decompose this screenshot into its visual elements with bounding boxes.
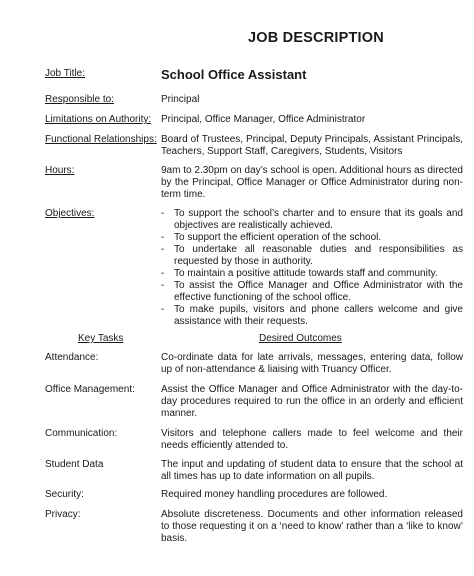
hours-label: Hours:	[45, 165, 75, 176]
job-title-value: School Office Assistant	[161, 67, 307, 82]
objective-item: - To maintain a positive attitude towards staff and community.	[161, 268, 463, 280]
desired-outcomes-header: Desired Outcomes	[259, 333, 342, 344]
task-label: Privacy:	[45, 509, 81, 520]
task-outcome: Absolute discreteness. Documents and other information released to those requesting it on a ‘need to know’ rather than a ‘like to know’ basis.	[161, 509, 463, 544]
page-title: JOB DESCRIPTION	[248, 30, 384, 46]
task-outcome: Required money handling procedures are followed.	[161, 489, 388, 500]
objective-item: - To make pupils, visitors and phone callers welcome and give assistance with their requests.	[161, 304, 463, 328]
functional-label: Functional Relationships:	[45, 134, 157, 145]
objective-item: - To support the efficient operation of the school.	[161, 232, 463, 244]
responsible-to-label: Responsible to:	[45, 94, 114, 105]
hours-value: 9am to 2.30pm on day’s school is open. Additional hours as directed by the Principal, Office Manager or Office Administrator during non-term time.	[161, 165, 463, 200]
functional-value: Board of Trustees, Principal, Deputy Principals, Assistant Principals, Teachers, Support Staff, Caregivers, Students, Visitors	[161, 134, 463, 157]
task-outcome: The input and updating of student data to ensure that the school at all times has up to date information on all pupils.	[161, 459, 463, 482]
responsible-to-value: Principal	[161, 94, 200, 105]
objectives-list	[161, 208, 463, 328]
task-label: Security:	[45, 489, 84, 500]
task-label: Communication:	[45, 428, 118, 439]
task-outcome: Assist the Office Manager and Office Administrator with the day-to-day procedures required to run the office in an orderly and efficient manner.	[161, 384, 463, 419]
objective-item: - To assist the Office Manager and Office Administrator with the effective functioning of the school office.	[161, 280, 463, 304]
limitations-value: Principal, Office Manager, Office Administrator	[161, 114, 366, 125]
task-label: Student Data	[45, 459, 104, 470]
task-label: Attendance:	[45, 352, 99, 363]
key-tasks-header: Key Tasks	[78, 333, 124, 344]
task-label: Office Management:	[45, 384, 135, 395]
objective-item: - To support the school’s charter and to ensure that its goals and objectives are realistically achieved.	[161, 208, 463, 232]
task-outcome: Visitors and telephone callers made to feel welcome and their needs efficiently attended to.	[161, 428, 463, 451]
objective-item: - To undertake all reasonable duties and responsibilities as requested by those in authority.	[161, 244, 463, 268]
job-title-label: Job Title:	[45, 68, 86, 79]
limitations-label: Limitations on Authority:	[45, 114, 152, 125]
objectives-list-wrap	[161, 208, 463, 328]
task-outcome: Co-ordinate data for late arrivals, messages, entering data, follow up of non-attendance & liaising with Truancy Officer.	[161, 352, 463, 375]
objectives-label: Objectives:	[45, 208, 95, 219]
